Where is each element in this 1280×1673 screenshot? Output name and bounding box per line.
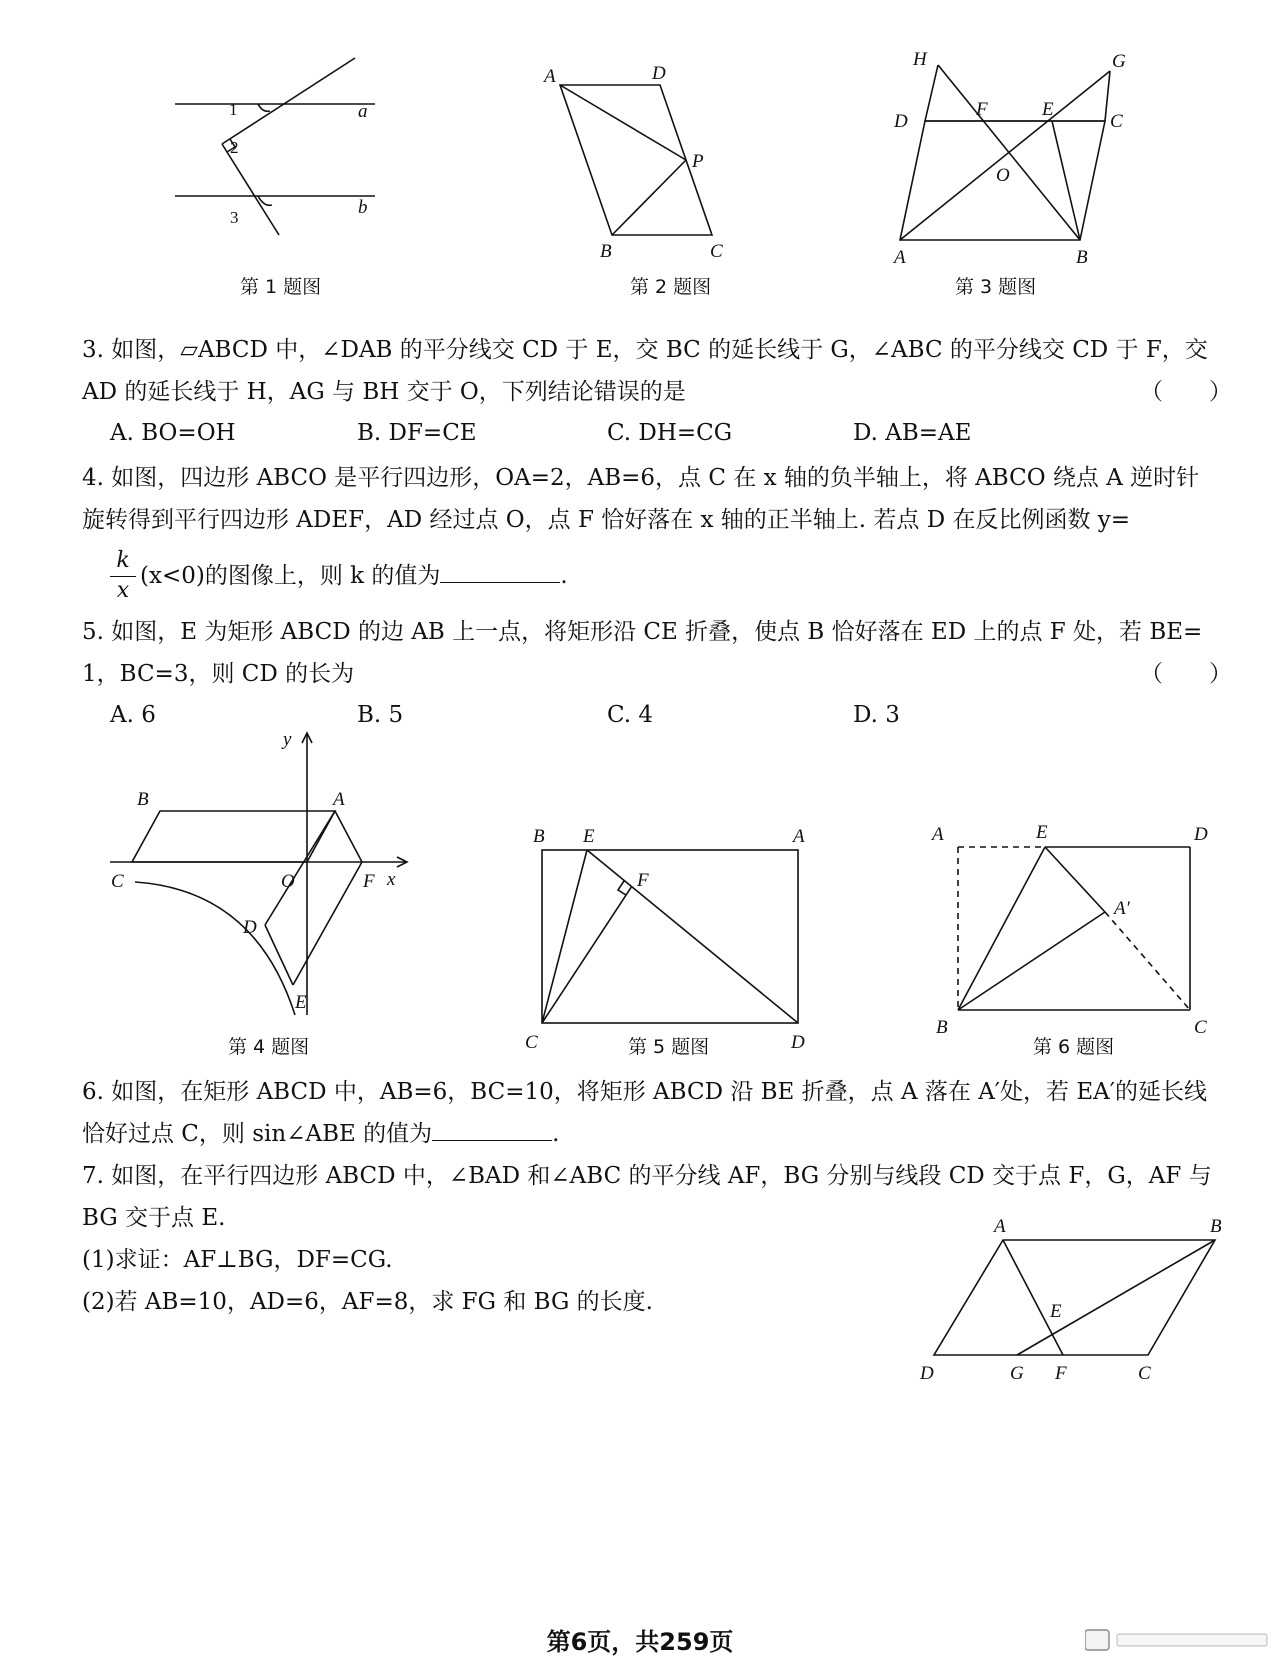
- point-d-label: D: [243, 917, 257, 938]
- parallelogram-abcd: [934, 1240, 1215, 1355]
- point-c-label: C: [710, 241, 723, 262]
- point-c-label: C: [525, 1032, 538, 1053]
- point-e-label: E: [1042, 99, 1054, 120]
- question-6-line-2-text: 恰好过点 C，则 sin∠ABE 的值为: [82, 1121, 433, 1147]
- parallelogram-abco: [132, 811, 335, 862]
- question-3-line-1: 3. 如图，▱ABCD 中，∠DAB 的平分线交 CD 于 E，交 BC 的延长线于 G，∠ABC 的平分线交 CD 于 F，交: [82, 337, 1208, 363]
- segment-ed: [587, 850, 798, 1023]
- point-b-label: B: [533, 826, 545, 847]
- angle1-arc: [258, 104, 270, 111]
- question-5-option-d[interactable]: D. 3: [853, 702, 900, 728]
- question-7-line-2: BG 交于点 E.: [82, 1205, 226, 1231]
- segment-ba-prime: [958, 912, 1105, 1010]
- question-3-option-b[interactable]: B. DF=CE: [357, 420, 477, 446]
- segment-af: [1003, 1240, 1063, 1355]
- point-p-label: P: [692, 151, 704, 172]
- axis-x-label: x: [387, 869, 396, 890]
- figure-6: [930, 820, 1220, 1038]
- question-5-option-b[interactable]: B. 5: [357, 702, 404, 728]
- figure-1-caption: 第 1 题图: [240, 276, 322, 298]
- point-a-prime-label: A′: [1114, 898, 1130, 919]
- point-o-label: O: [281, 871, 295, 892]
- fraction-denominator: x: [116, 578, 130, 603]
- question-3-option-c[interactable]: C. DH=CG: [607, 420, 733, 446]
- question-7-part-2: (2)若 AB=10，AD=6，AF=8，求 FG 和 BG 的长度.: [82, 1289, 653, 1315]
- line-a-label: a: [358, 101, 368, 122]
- point-b-label: B: [1210, 1216, 1222, 1237]
- parallelogram-abcd: [560, 85, 712, 235]
- question-6-period: .: [552, 1121, 560, 1147]
- figure-6-caption: 第 6 题图: [1033, 1036, 1115, 1058]
- point-g-label: G: [1112, 51, 1126, 72]
- fraction-numerator: k: [116, 548, 130, 573]
- question-6-line-2: [82, 1114, 1232, 1154]
- question-4-answer-blank[interactable]: [440, 560, 560, 583]
- segment-ad: [265, 811, 335, 925]
- hyperbola-curve: [135, 882, 295, 1015]
- viewer-toolbar-marks: [1085, 1628, 1270, 1652]
- point-c-label: C: [1110, 111, 1123, 132]
- point-a-label: A: [932, 824, 944, 845]
- angle-1-label: 1: [229, 100, 238, 119]
- segment-fe: [293, 862, 362, 985]
- point-b-label: B: [1076, 247, 1088, 268]
- point-c-label: C: [111, 871, 124, 892]
- question-5-line-1: 5. 如图，E 为矩形 ABCD 的边 AB 上一点，将矩形沿 CE 折叠，使点 B 恰好落在 ED 上的点 F 处，若 BE=: [82, 619, 1203, 645]
- axis-y-label: y: [283, 729, 292, 750]
- point-h-label: H: [913, 49, 927, 70]
- line-b-label: b: [358, 197, 368, 218]
- segment-af: [335, 811, 362, 862]
- question-5-answer-bracket[interactable]: （ ）: [1140, 661, 1232, 687]
- question-6-line-1: 6. 如图，在矩形 ABCD 中，AB=6，BC=10，将矩形 ABCD 沿 BE 折叠，点 A 落在 A′处，若 EA′的延长线: [82, 1079, 1207, 1105]
- point-f-label: F: [363, 871, 375, 892]
- point-d-label: D: [894, 111, 908, 132]
- segment-dh: [925, 65, 938, 121]
- point-d-label: D: [1194, 824, 1208, 845]
- angle-3-label: 3: [230, 208, 239, 227]
- point-f-label: F: [976, 99, 988, 120]
- point-g-label: G: [1010, 1363, 1024, 1384]
- right-angle-mark: [618, 881, 626, 895]
- page-number-footer: 第6页，共259页: [546, 1628, 734, 1656]
- segment-bp: [612, 160, 686, 235]
- point-f-label: F: [637, 870, 649, 891]
- point-a-label: A: [544, 66, 556, 87]
- point-a-label: A: [994, 1216, 1006, 1237]
- segment-be: [958, 847, 1045, 1010]
- question-3-option-d[interactable]: D. AB=AE: [853, 420, 972, 446]
- figure-5-caption: 第 5 题图: [628, 1036, 710, 1058]
- point-a-label: A: [894, 247, 906, 268]
- figure-7: [910, 1215, 1240, 1385]
- point-b-label: B: [137, 789, 149, 810]
- figure-4-caption: 第 4 题图: [228, 1036, 310, 1058]
- point-o-label: O: [996, 165, 1010, 186]
- point-d-label: D: [652, 63, 666, 84]
- point-e-label: E: [1036, 822, 1048, 843]
- question-5-option-a[interactable]: A. 6: [110, 702, 156, 728]
- fraction-bar: [110, 576, 136, 577]
- figure-2: [540, 65, 740, 265]
- question-4-line-3: [140, 557, 568, 590]
- question-4-line-1: 4. 如图，四边形 ABCO 是平行四边形，OA=2，AB=6，点 C 在 x 轴的负半轴上，将 ABCO 绕点 A 逆时针: [82, 465, 1200, 491]
- segment-ap: [560, 85, 686, 160]
- point-c-label: C: [1194, 1017, 1207, 1038]
- figure-3-caption: 第 3 题图: [955, 276, 1037, 298]
- point-c-label: C: [1138, 1363, 1151, 1384]
- figure-1: [150, 55, 390, 245]
- question-7-part-1: (1)求证：AF⊥BG，DF=CG.: [82, 1247, 393, 1273]
- question-3-line-2: AD 的延长线于 H，AG 与 BH 交于 O，下列结论错误的是: [82, 379, 686, 405]
- figure-2-caption: 第 2 题图: [630, 276, 712, 298]
- segment-bg: [1017, 1240, 1215, 1355]
- figure-4: [105, 725, 435, 1025]
- figure-3: [880, 45, 1140, 275]
- question-4-period: .: [560, 563, 568, 589]
- angle-2-label: 2: [230, 138, 239, 157]
- question-7-line-1: 7. 如图，在平行四边形 ABCD 中，∠BAD 和∠ABC 的平分线 AF，BG 分别与线段 CD 交于点 F，G，AF 与: [82, 1163, 1212, 1189]
- point-b-label: B: [936, 1017, 948, 1038]
- question-5-line-2: 1，BC=3，则 CD 的长为: [82, 661, 355, 687]
- point-e-label: E: [1050, 1301, 1062, 1322]
- point-a-label: A: [333, 789, 345, 810]
- segment-ac-prime-dashed: [1105, 912, 1190, 1010]
- question-4-line-2: 旋转得到平行四边形 ADEF，AD 经过点 O，点 F 恰好落在 x 轴的正半轴上. 若点 D 在反比例函数 y=: [82, 507, 1131, 533]
- point-e-label: E: [295, 992, 307, 1013]
- question-3-answer-bracket[interactable]: （ ）: [1140, 379, 1232, 405]
- question-3-option-a[interactable]: A. BO=OH: [110, 420, 236, 446]
- question-6-answer-blank[interactable]: [432, 1118, 552, 1141]
- question-5-option-c[interactable]: C. 4: [607, 702, 654, 728]
- segment-cf: [542, 886, 632, 1023]
- upper-ray: [222, 58, 355, 144]
- point-e-label: E: [583, 826, 595, 847]
- point-b-label: B: [600, 241, 612, 262]
- segment-ea-prime: [1045, 847, 1105, 912]
- segment-ce: [542, 850, 587, 1023]
- point-a-label: A: [793, 826, 805, 847]
- point-d-label: D: [920, 1363, 934, 1384]
- point-f-label: F: [1055, 1363, 1067, 1384]
- point-d-label: D: [791, 1032, 805, 1053]
- question-4-line-3-text: (x<0)的图像上，则 k 的值为: [140, 563, 441, 589]
